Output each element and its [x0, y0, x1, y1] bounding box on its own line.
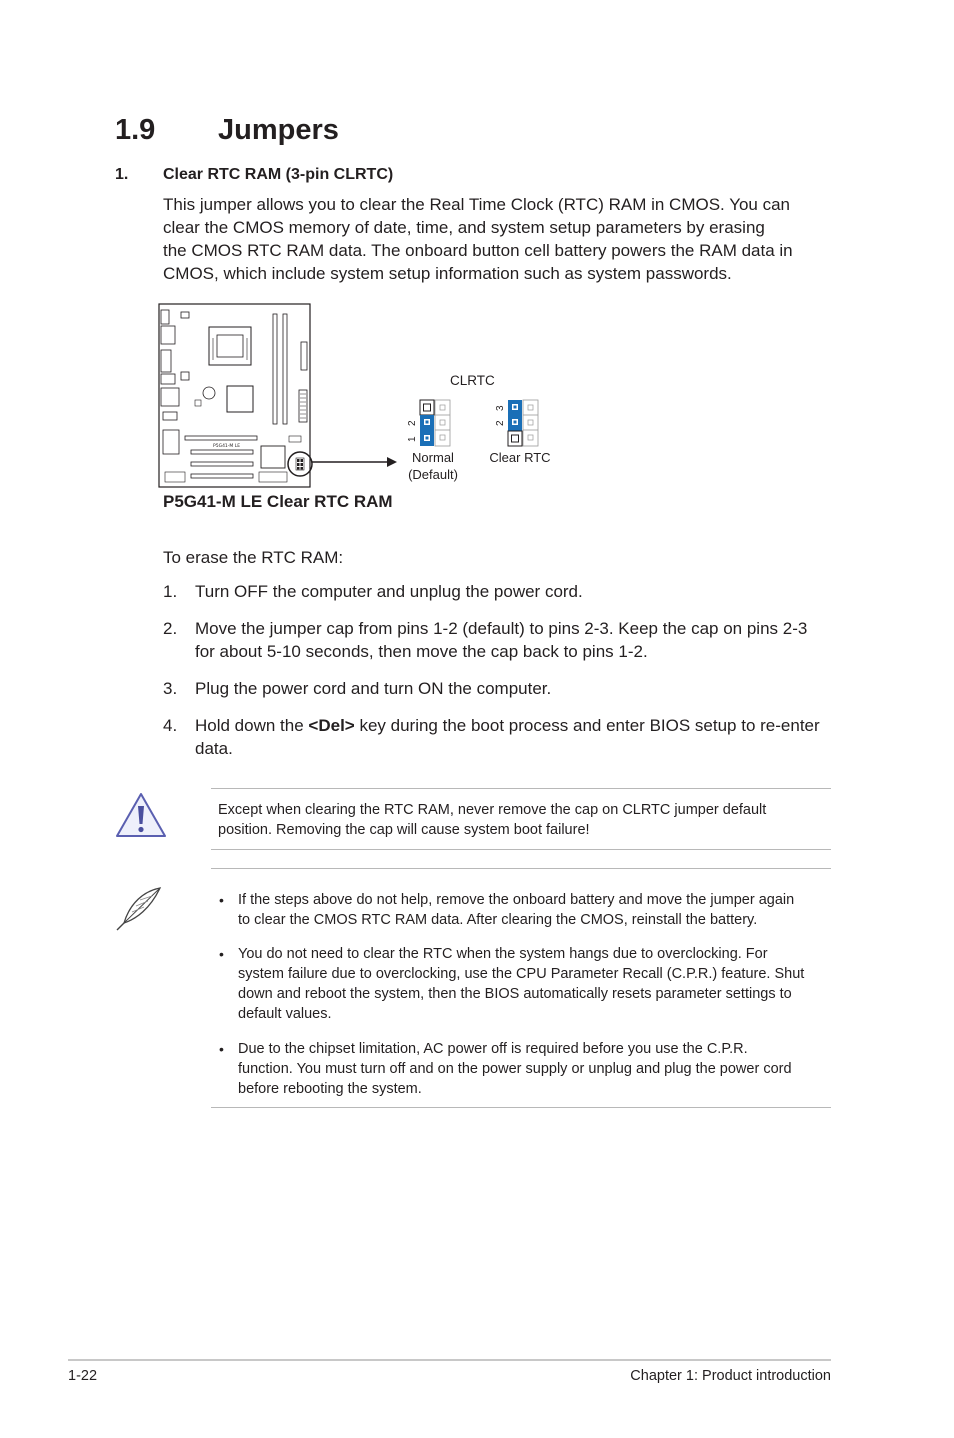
step-line: data.	[195, 739, 233, 758]
note-line: to clear the CMOS RTC RAM data. After clearing the CMOS, reinstall the battery.	[238, 912, 758, 928]
step-number: 4.	[163, 716, 178, 735]
warning-box	[211, 788, 831, 850]
step-line: Turn OFF the computer and unplug the power cord.	[195, 582, 583, 601]
note-line: system failure due to overclocking, use the CPU Parameter Recall (C.P.R.) feature. Shut	[238, 966, 805, 982]
board-label: P5G41-M LE	[213, 444, 241, 449]
heading-number: 1.9	[115, 114, 156, 146]
clrtc-label: CLRTC	[450, 373, 495, 388]
note-line: If the steps above do not help, remove the onboard battery and move the jumper again	[238, 892, 795, 908]
intro-line: This jumper allows you to clear the Real Time Clock (RTC) RAM in CMOS. You can	[163, 195, 791, 214]
default-label: (Default)	[408, 467, 458, 482]
pin-label: 2	[407, 420, 418, 426]
clear-rtc-label: Clear RTC	[489, 450, 551, 465]
warning-text	[218, 800, 828, 840]
feather-note-icon	[114, 885, 164, 933]
step-text	[195, 617, 835, 663]
note-line: down and reboot the system, then the BIOS automatically resets parameter settings to	[238, 986, 792, 1002]
clrtc-diagram	[155, 300, 575, 490]
step-text	[195, 714, 835, 760]
step-line: Hold down the <Del> key during the boot process and enter BIOS setup to re-enter	[195, 716, 820, 735]
pin-label: 2	[495, 420, 506, 426]
note-line: default values.	[238, 1006, 332, 1022]
bullet: •	[219, 892, 224, 908]
step-number: 2.	[163, 619, 178, 638]
bullet: •	[219, 946, 224, 962]
step-line: Plug the power cord and turn ON the computer.	[195, 679, 552, 698]
step-number: 1.	[163, 582, 178, 601]
intro-line: CMOS, which include system setup information such as system passwords.	[163, 264, 732, 283]
intro-line: clear the CMOS memory of date, time, and system setup parameters by erasing	[163, 218, 765, 237]
normal-label: Normal	[412, 450, 454, 465]
step-line: Move the jumper cap from pins 1-2 (default) to pins 2-3. Keep the cap on pins 2-3	[195, 619, 808, 638]
note-line: before rebooting the system.	[238, 1081, 422, 1097]
step-text	[195, 677, 835, 700]
bullet: •	[219, 1041, 224, 1057]
section-number: 1.	[115, 166, 129, 183]
section-title: Clear RTC RAM (3-pin CLRTC)	[163, 166, 394, 183]
intro-paragraph	[163, 193, 813, 285]
erase-title: To erase the RTC RAM:	[163, 548, 344, 567]
pin-label: 1	[407, 436, 418, 442]
heading-title: Jumpers	[218, 114, 339, 146]
step-text	[195, 580, 835, 603]
note-line: function. You must turn off and on the power supply or unplug and plug the power cord	[238, 1061, 792, 1077]
warning-line: position. Removing the cap will cause system boot failure!	[218, 822, 590, 838]
note-line: Due to the chipset limitation, AC power off is required before you use the C.P.R.	[238, 1041, 748, 1057]
pin-label: 3	[495, 405, 506, 411]
footer-rule	[68, 1359, 831, 1361]
del-key: <Del>	[308, 716, 355, 735]
diagram-caption: P5G41-M LE Clear RTC RAM	[163, 492, 393, 511]
chapter-title: Chapter 1: Product introduction	[630, 1368, 831, 1384]
warning-line: Except when clearing the RTC RAM, never remove the cap on CLRTC jumper default	[218, 802, 767, 818]
step-number: 3.	[163, 679, 178, 698]
step-line: for about 5-10 seconds, then move the cap back to pins 1-2.	[195, 642, 648, 661]
intro-line: the CMOS RTC RAM data. The onboard button cell battery powers the RAM data in	[163, 241, 793, 260]
warning-icon	[114, 791, 168, 839]
page-number: 1-22	[68, 1368, 98, 1384]
note-box	[211, 868, 831, 1108]
note-line: You do not need to clear the RTC when the system hangs due to overclocking. For	[238, 946, 768, 962]
jumper-clear	[495, 400, 538, 446]
jumper-normal	[407, 400, 450, 446]
